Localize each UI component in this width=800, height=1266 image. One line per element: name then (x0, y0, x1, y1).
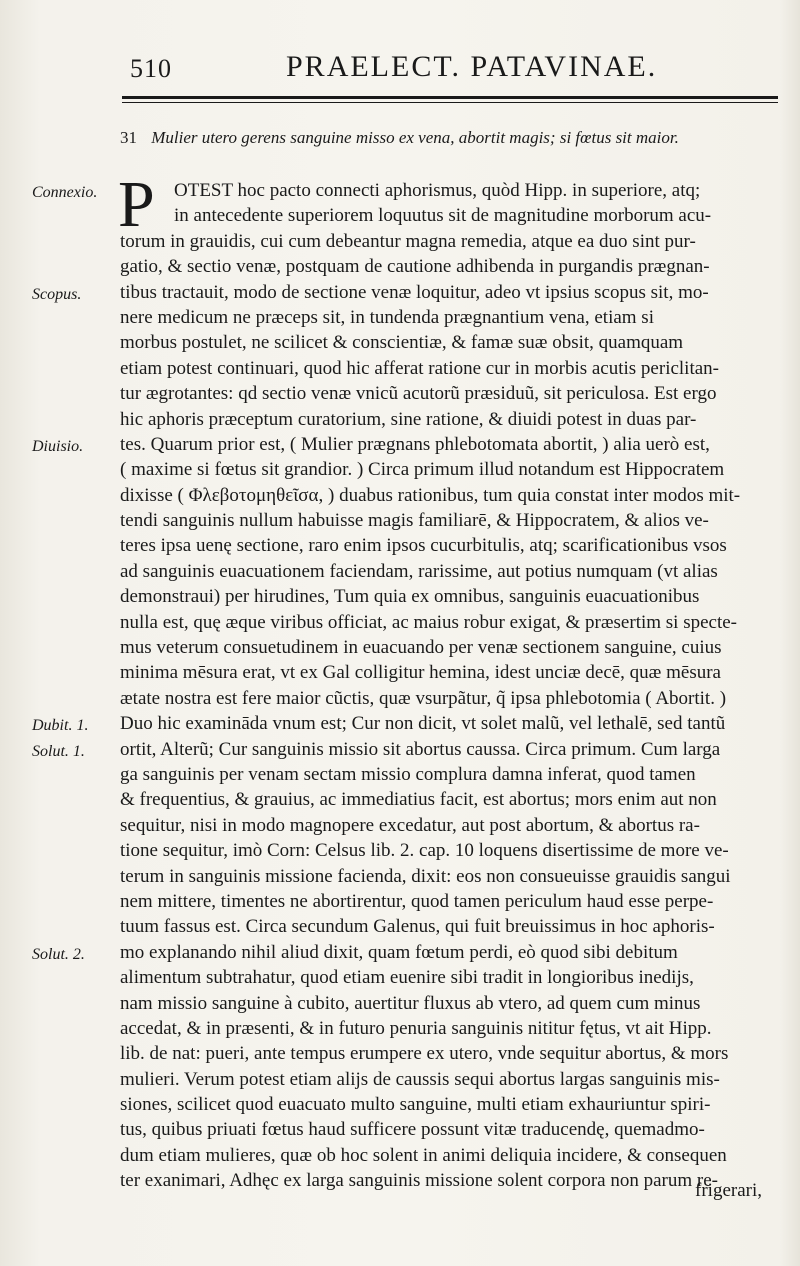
text-line: dixisse ( Φλεβοτομηθεῖσα, ) duabus rationibus, tum quia constat inter modos mit- (120, 484, 741, 506)
text-line: tus, quibus priuati fœtus haud sufficere possunt vitæ traducendę, quemadmo- (120, 1119, 705, 1141)
text-line: demonstraui) per hirudines, Tum quia ex omnibus, sanguinis euacuationibus (120, 586, 700, 608)
header-rule-thin (122, 102, 778, 103)
text-line: dum etiam mulieres, quæ ob hoc solent in animi deliquia incidere, & consequen (120, 1144, 727, 1166)
catchword: frigerari, (695, 1180, 762, 1201)
page-header (120, 48, 780, 88)
text-line: etiam potest continuari, quod hic afferat ratione cur in morbis acutis periclitan- (120, 357, 720, 379)
text-line: accedat, & in præsenti, & in futuro penuria sanguinis nititur fętus, vt ait Hipp. (120, 1017, 712, 1039)
text-line: gatio, & sectio venæ, postquam de cautione adhibenda in purgandis prægnan- (120, 256, 710, 278)
text-line: ( maxime si fœtus sit grandior. ) Circa primum illud notandum est Hippocratem (120, 459, 725, 481)
text-line: ga sanguinis per venam sectam missio complura damna inferat, quod tamen (120, 763, 696, 785)
text-line: nem mittere, timentes ne abortirentur, quod tamen periculum haud esse perpe- (120, 890, 714, 912)
aphorism-text: Mulier utero gerens sanguine misso ex vena, abortit magis; si fœtus sit maior. (151, 128, 679, 147)
text-line: ad sanguinis euacuationem faciendam, rarissime, aut potius numquam (vt alias (120, 560, 718, 582)
text-line: siones, scilicet quod euacuato multo sanguine, multi etiam exhauriuntur spiri- (120, 1094, 711, 1116)
text-line: tendi sanguinis nullum habuisse magis familiarē, & Hippocratem, & alios ve- (120, 510, 709, 532)
aphorism-heading (120, 128, 780, 148)
text-line: tibus tractauit, modo de sectione venæ loquitur, adeo vt ipsius scopus sit, mo- (120, 281, 709, 303)
text-line: nulla est, quę æque viribus officiat, ac maius robur exigat, & præsertim si specte- (120, 611, 737, 633)
text-line: ter exanimari, Adhęc ex larga sanguinis missione solent corpora non parum re- (120, 1170, 718, 1192)
margin-note: Connexio. (32, 184, 98, 201)
margin-note: Solut. 1. (32, 742, 85, 760)
text-line: tione sequitur, imò Corn: Celsus lib. 2. cap. 10 loquens disertissime de more ve- (120, 840, 729, 862)
text-line: OTEST hoc pacto connecti aphorismus, quòd Hipp. in superiore, atq; (174, 180, 701, 201)
margin-note: Solut. 2. (32, 946, 85, 963)
text-line: sequitur, nisi in modo magnopere excedatur, aut post abortum, & abortus ra- (120, 814, 700, 836)
header-rule (122, 96, 778, 99)
margin-note: Scopus. (32, 285, 82, 303)
text-line: morbus postulet, ne scilicet & conscientiæ, & famæ suæ obsit, quamquam (120, 332, 684, 354)
text-line: mus veterum consuetudinem in euacuando per venæ sectionem sanguine, cuius (120, 637, 722, 659)
text-line: tur ægrotantes: qd sectio venæ vnicũ acutorũ præsiduũ, sit periculosa. Est ergo (120, 383, 717, 405)
running-title: PRAELECT. PATAVINAE. (286, 50, 658, 83)
text-line: nam missio sanguine à cubito, auertitur fluxus ab vtero, ad quem cum minus (120, 992, 701, 1014)
text-line: teres ipsa uenę sectione, raro enim ipsos cucurbitulis, atq; scarificationibus vsos (120, 535, 727, 557)
text-line: & frequentius, & grauius, ac immediatius facit, est abortus; mors enim aut non (120, 789, 717, 811)
aphorism-number: 31 (120, 128, 137, 147)
text-line: alimentum subtrahatur, quod etiam euenire sibi tradit in longioribus inedijs, (120, 967, 694, 989)
text-line: minima mēsura erat, vt ex Gal colligitur hemina, idest unciæ decē, quæ mēsura (120, 662, 721, 684)
text-line: nere medicum ne præceps sit, in tundenda prægnantium vena, etiam si (120, 306, 654, 328)
body-text (118, 168, 780, 1194)
page-number: 510 (130, 54, 172, 83)
text-line: in antecedente superiorem loquutus sit de magnitudine morborum acu- (174, 205, 712, 227)
text-line: terum in sanguinis missione facienda, dixit: eos non consueuisse grauidis sangui (120, 865, 731, 887)
margin-note: Diuisio. (32, 438, 84, 455)
text-line: mulieri. Verum potest etiam alijs de caussis sequi abortus largas sanguinis mis- (120, 1068, 720, 1090)
text-line: ortit, Alterũ; Cur sanguinis missio sit abortus caussa. Circa primum. Cum larga (120, 738, 721, 760)
text-line: torum in grauidis, cui cum debeantur magna remedia, atque ea duo sint pur- (120, 230, 696, 252)
text-line: mo explanando nihil aliud dixit, quam fœtum perdi, eò quod sibi debitum (120, 941, 678, 963)
text-line: lib. de nat: pueri, ante tempus erumpere ex utero, vnde sequitur abortus, & mors (120, 1043, 729, 1065)
text-line: tes. Quarum prior est, ( Mulier prægnans phlebotomata abortit, ) alia uerò est, (120, 433, 710, 455)
text-line: hic aphoris præceptum curatorium, sine ratione, & diuidi potest in duas par- (120, 408, 697, 430)
text-line: ætate nostra est fere maior cũctis, quæ vsurpãtur, q̃ ipsa phlebotomia ( Abortit. ) (120, 687, 727, 709)
text-line: tuum fassus est. Circa secundum Galenus, qui fuit breuissimus in hoc aphoris- (120, 916, 715, 938)
margin-note: Dubit. 1. (32, 717, 89, 735)
text-line: Duo hic examināda vnum est; Cur non dicit, vt solet malũ, vel lethalē, sed tantũ (120, 713, 726, 735)
drop-cap: P (118, 168, 155, 241)
